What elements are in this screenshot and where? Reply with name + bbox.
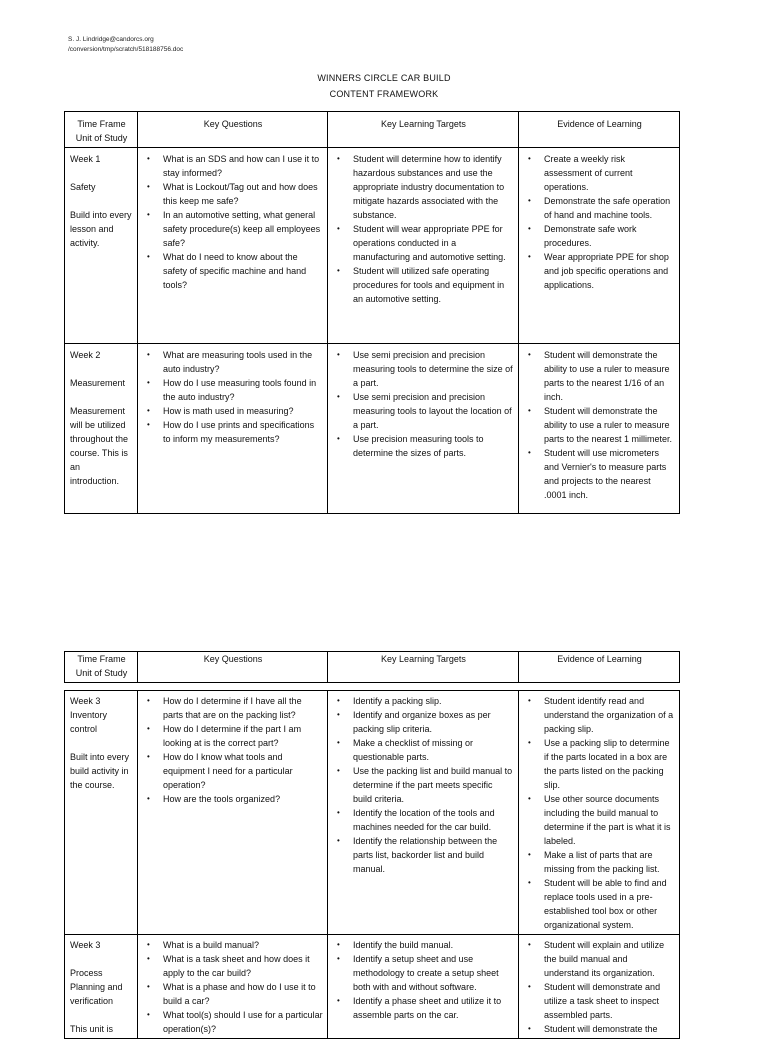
week-label: Week 1 <box>70 154 101 164</box>
unit-note: activity. <box>70 238 100 248</box>
list-item: • Student will demonstrate the <box>524 1022 675 1036</box>
evidence-list <box>524 694 675 932</box>
list-item: • Student will demonstrate and utilize a task sheet to inspect assembled parts. <box>524 980 675 1022</box>
list-item: • Student will demonstrate the ability to use a ruler to measure parts to the nearest 1 millimeter. <box>524 404 675 446</box>
list-item: • Use semi precision and precision measuring tools to layout the location of a part. <box>333 390 514 432</box>
table-row <box>65 935 680 1039</box>
header-key-learning-targets: Key Learning Targets <box>328 652 519 683</box>
list-item: • Make a checklist of missing or questionable parts. <box>333 736 514 764</box>
list-item: • Identify the relationship between the parts list, backorder list and build manual. <box>333 834 514 876</box>
learning-targets-cell <box>328 691 519 935</box>
evidence-list <box>524 938 675 1036</box>
list-item: • Identify the location of the tools and machines needed for the car build. <box>333 806 514 834</box>
list-item: • What do I need to know about the safety of specific machine and hand tools? <box>143 250 323 292</box>
header-unit-of-study-label: Unit of Study <box>75 133 128 143</box>
header-time-frame-label: Time Frame <box>77 119 126 129</box>
table-row <box>65 691 680 935</box>
learning-targets-list <box>333 348 514 460</box>
header-evidence-of-learning: Evidence of Learning <box>519 652 680 683</box>
list-item: • Demonstrate the safe operation of hand and machine tools. <box>524 194 675 222</box>
list-item: • In an automotive setting, what general safety procedure(s) keep all employees safe? <box>143 208 323 250</box>
framework-table-3 <box>64 690 680 1039</box>
framework-table-2-header <box>64 651 680 683</box>
time-frame-cell <box>65 691 138 935</box>
week-label: Week 2 <box>70 350 101 360</box>
header-key-questions: Key Questions <box>138 652 328 683</box>
title-line-2: CONTENT FRAMEWORK <box>329 89 439 99</box>
list-item: • Demonstrate safe work procedures. <box>524 222 675 250</box>
key-questions-cell <box>138 935 328 1039</box>
list-item: • How do I know what tools and equipment I need for a particular operation? <box>143 750 323 792</box>
key-questions-cell <box>138 691 328 935</box>
unit-label: Process Planning and verification <box>70 968 123 1006</box>
list-item: • How do I use prints and specifications to inform my measurements? <box>143 418 323 446</box>
unit-label: Inventory control <box>70 710 108 734</box>
header-row <box>65 652 680 683</box>
header-row <box>65 112 680 148</box>
evidence-cell <box>519 148 680 344</box>
header-time-frame-label: Time Frame <box>77 654 126 664</box>
learning-targets-cell <box>328 148 519 344</box>
list-item: • Identify a packing slip. <box>333 694 514 708</box>
list-item: • Student identify read and understand the organization of a packing slip. <box>524 694 675 736</box>
list-item: • Wear appropriate PPE for shop and job specific operations and applications. <box>524 250 675 292</box>
week-label: Week 3 <box>70 940 101 950</box>
time-frame-cell <box>65 935 138 1039</box>
unit-note: Build into every <box>70 210 132 220</box>
unit-note: build activity in <box>70 766 129 776</box>
key-questions-cell <box>138 148 328 344</box>
unit-note: Measurement will be utilized <box>70 406 126 430</box>
time-frame-cell <box>65 148 138 344</box>
list-item: • Use semi precision and precision measuring tools to determine the size of a part. <box>333 348 514 390</box>
list-item: • How do I use measuring tools found in the auto industry? <box>143 376 323 404</box>
title-line-1: WINNERS CIRCLE CAR BUILD <box>317 73 451 83</box>
framework-table-1 <box>64 111 680 514</box>
evidence-cell <box>519 691 680 935</box>
author-email: S. J. Lindridge@candorcs.org <box>68 36 154 43</box>
file-path: /conversion/tmp/scratch/518188756.doc <box>68 46 184 53</box>
list-item: • How is math used in measuring? <box>143 404 323 418</box>
unit-note: introduction. <box>70 476 120 486</box>
list-item: • Student will wear appropriate PPE for operations conducted in a manufacturing and automotive setting. <box>333 222 514 264</box>
list-item: • Use precision measuring tools to determine the sizes of parts. <box>333 432 514 460</box>
unit-note: the course. <box>70 780 115 790</box>
header-unit-of-study-label: Unit of Study <box>75 668 128 678</box>
list-item: • What are measuring tools used in the auto industry? <box>143 348 323 376</box>
key-questions-list <box>143 694 323 806</box>
header-time-frame <box>65 112 138 148</box>
list-item: • How do I determine if I have all the parts that are on the packing list? <box>143 694 323 722</box>
list-item: • Use other source documents including the build manual to determine if the part is what it is labeled. <box>524 792 675 848</box>
unit-note: Built into every <box>70 752 130 762</box>
list-item: • What is Lockout/Tag out and how does this keep me safe? <box>143 180 323 208</box>
evidence-cell <box>519 344 680 514</box>
document-title <box>0 70 768 102</box>
document-header <box>68 35 183 55</box>
learning-targets-cell <box>328 344 519 514</box>
learning-targets-cell <box>328 935 519 1039</box>
list-item: • Student will explain and utilize the build manual and understand its organization. <box>524 938 675 980</box>
header-time-frame <box>65 652 138 683</box>
list-item: • What is a task sheet and how does it apply to the car build? <box>143 952 323 980</box>
key-questions-list <box>143 348 323 446</box>
unit-label: Measurement <box>70 378 126 388</box>
list-item: • Student will demonstrate the ability to use a ruler to measure parts to the nearest 1/16 of an inch. <box>524 348 675 404</box>
list-item: • Make a list of parts that are missing from the packing list. <box>524 848 675 876</box>
list-item: • What is a phase and how do I use it to build a car? <box>143 980 323 1008</box>
unit-note: throughout the course. This is <box>70 434 129 458</box>
learning-targets-list <box>333 152 514 306</box>
list-item: • What is a build manual? <box>143 938 323 952</box>
list-item: • Identify the build manual. <box>333 938 514 952</box>
evidence-list <box>524 152 675 292</box>
unit-note: This unit is <box>70 1024 114 1034</box>
time-frame-cell <box>65 344 138 514</box>
list-item: • Student will utilized safe operating procedures for tools and equipment in an automotive setting. <box>333 264 514 306</box>
evidence-list <box>524 348 675 502</box>
list-item: • Identify a setup sheet and use methodology to create a setup sheet both with and without software. <box>333 952 514 994</box>
list-item: • Use a packing slip to determine if the parts located in a box are the parts listed on the packing slip. <box>524 736 675 792</box>
list-item: • Identify a phase sheet and utilize it to assemble parts on the car. <box>333 994 514 1022</box>
unit-note: an <box>70 462 81 472</box>
table-row <box>65 148 680 344</box>
list-item: • Use the packing list and build manual to determine if the part meets specific build criteria. <box>333 764 514 806</box>
list-item: • What is an SDS and how can I use it to stay informed? <box>143 152 323 180</box>
key-questions-list <box>143 152 323 292</box>
unit-note: lesson and <box>70 224 114 234</box>
list-item: • Student will use micrometers and Vernier's to measure parts and projects to the nearest .0001 inch. <box>524 446 675 502</box>
header-key-questions: Key Questions <box>138 112 328 148</box>
list-item: • Identify and organize boxes as per packing slip criteria. <box>333 708 514 736</box>
list-item: • How do I determine if the part I am looking at is the correct part? <box>143 722 323 750</box>
key-questions-list <box>143 938 323 1036</box>
header-evidence-of-learning: Evidence of Learning <box>519 112 680 148</box>
list-item: • Student will determine how to identify hazardous substances and use the appropriate industry documentation to mitigate hazards associated with the substance. <box>333 152 514 222</box>
list-item: • What tool(s) should I use for a particular operation(s)? <box>143 1008 323 1036</box>
list-item: • Student will be able to find and replace tools used in a pre-established tool box or other organizational system. <box>524 876 675 932</box>
learning-targets-list <box>333 938 514 1022</box>
list-item: • Create a weekly risk assessment of current operations. <box>524 152 675 194</box>
table-row <box>65 344 680 514</box>
list-item: • How are the tools organized? <box>143 792 323 806</box>
key-questions-cell <box>138 344 328 514</box>
header-key-learning-targets: Key Learning Targets <box>328 112 519 148</box>
week-label: Week 3 <box>70 696 101 706</box>
unit-label: Safety <box>70 182 96 192</box>
evidence-cell <box>519 935 680 1039</box>
learning-targets-list <box>333 694 514 876</box>
